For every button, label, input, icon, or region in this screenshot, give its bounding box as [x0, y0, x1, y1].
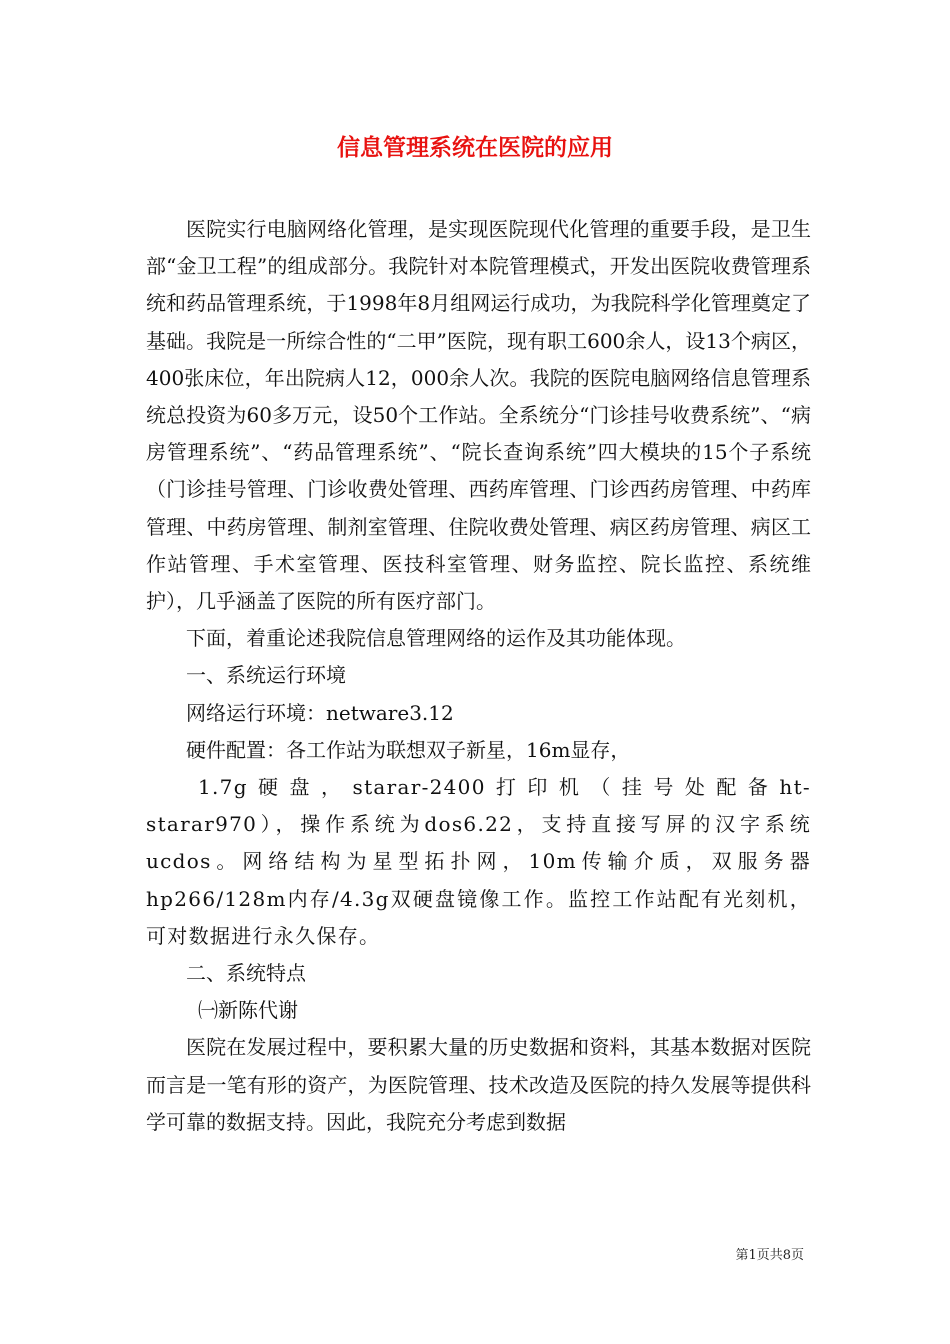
document-title: 信息管理系统在医院的应用 — [337, 135, 613, 161]
subsection-heading-metabolism: ㈠新陈代谢 — [198, 998, 298, 1023]
page-number: 第1页共8页 — [735, 1248, 804, 1263]
document-body — [146, 211, 811, 1141]
section-heading-environment: 一、系统运行环境 — [186, 663, 346, 688]
paragraph-hardware: 硬件配置：各工作站为联想双子新星，16m显存， — [186, 737, 631, 762]
paragraph-intro: 医院实行电脑网络化管理，是实现医院现代化管理的重要手段，是卫生部“金卫工程”的组成部分。我院针对本院管理模式，开发出医院收费管理系统和药品管理系统，于1998年8月组网运行成功，为我院科学化管理奠定了基础。我院是一所综合性的“二甲”医院，现有职工600余人，设13个病区，400张床位，年出院病人12，000余人次。我院的医院电脑网络信息管理系统总投资为60多万元，设50个工作站。全系统分“门诊挂号收费系统”、“病房管理系统”、“药品管理系统”、“院长查询系统”四大模块的15个子系统（门诊挂号管理、门诊收费处管理、西药库管理、门诊西药房管理、中药库管理、中药房管理、制剂室管理、住院收费处管理、病区药房管理、病区工作站管理、手术室管理、医技科室管理、财务监控、院长监控、系统维护），几乎涵盖了医院的所有医疗部门。 — [146, 217, 811, 614]
paragraph-data-history: 医院在发展过程中，要积累大量的历史数据和资料，其基本数据对医院而言是一笔有形的资产，为医院管理、技术改造及医院的持久发展等提供科学可靠的数据支持。因此，我院充分考虑到数据 — [146, 1035, 811, 1134]
paragraph-network-env: 网络运行环境：netware3.12 — [186, 700, 454, 725]
paragraph-hardware-detail: 1.7g硬盘，starar-2400打印机（挂号处配备ht-starar970），操作系统为dos6.22，支持直接写屏的汉字系统ucdos。网络结构为星型拓扑网，10m传输介质，双服务器hp266/128m内存/4.3g双硬盘镜像工作。监控工作站配有光刻机，可对数据进行永久保存。 — [146, 775, 811, 948]
section-heading-features: 二、系统特点 — [186, 961, 306, 986]
paragraph-overview: 下面，着重论述我院信息管理网络的运作及其功能体现。 — [186, 626, 686, 651]
